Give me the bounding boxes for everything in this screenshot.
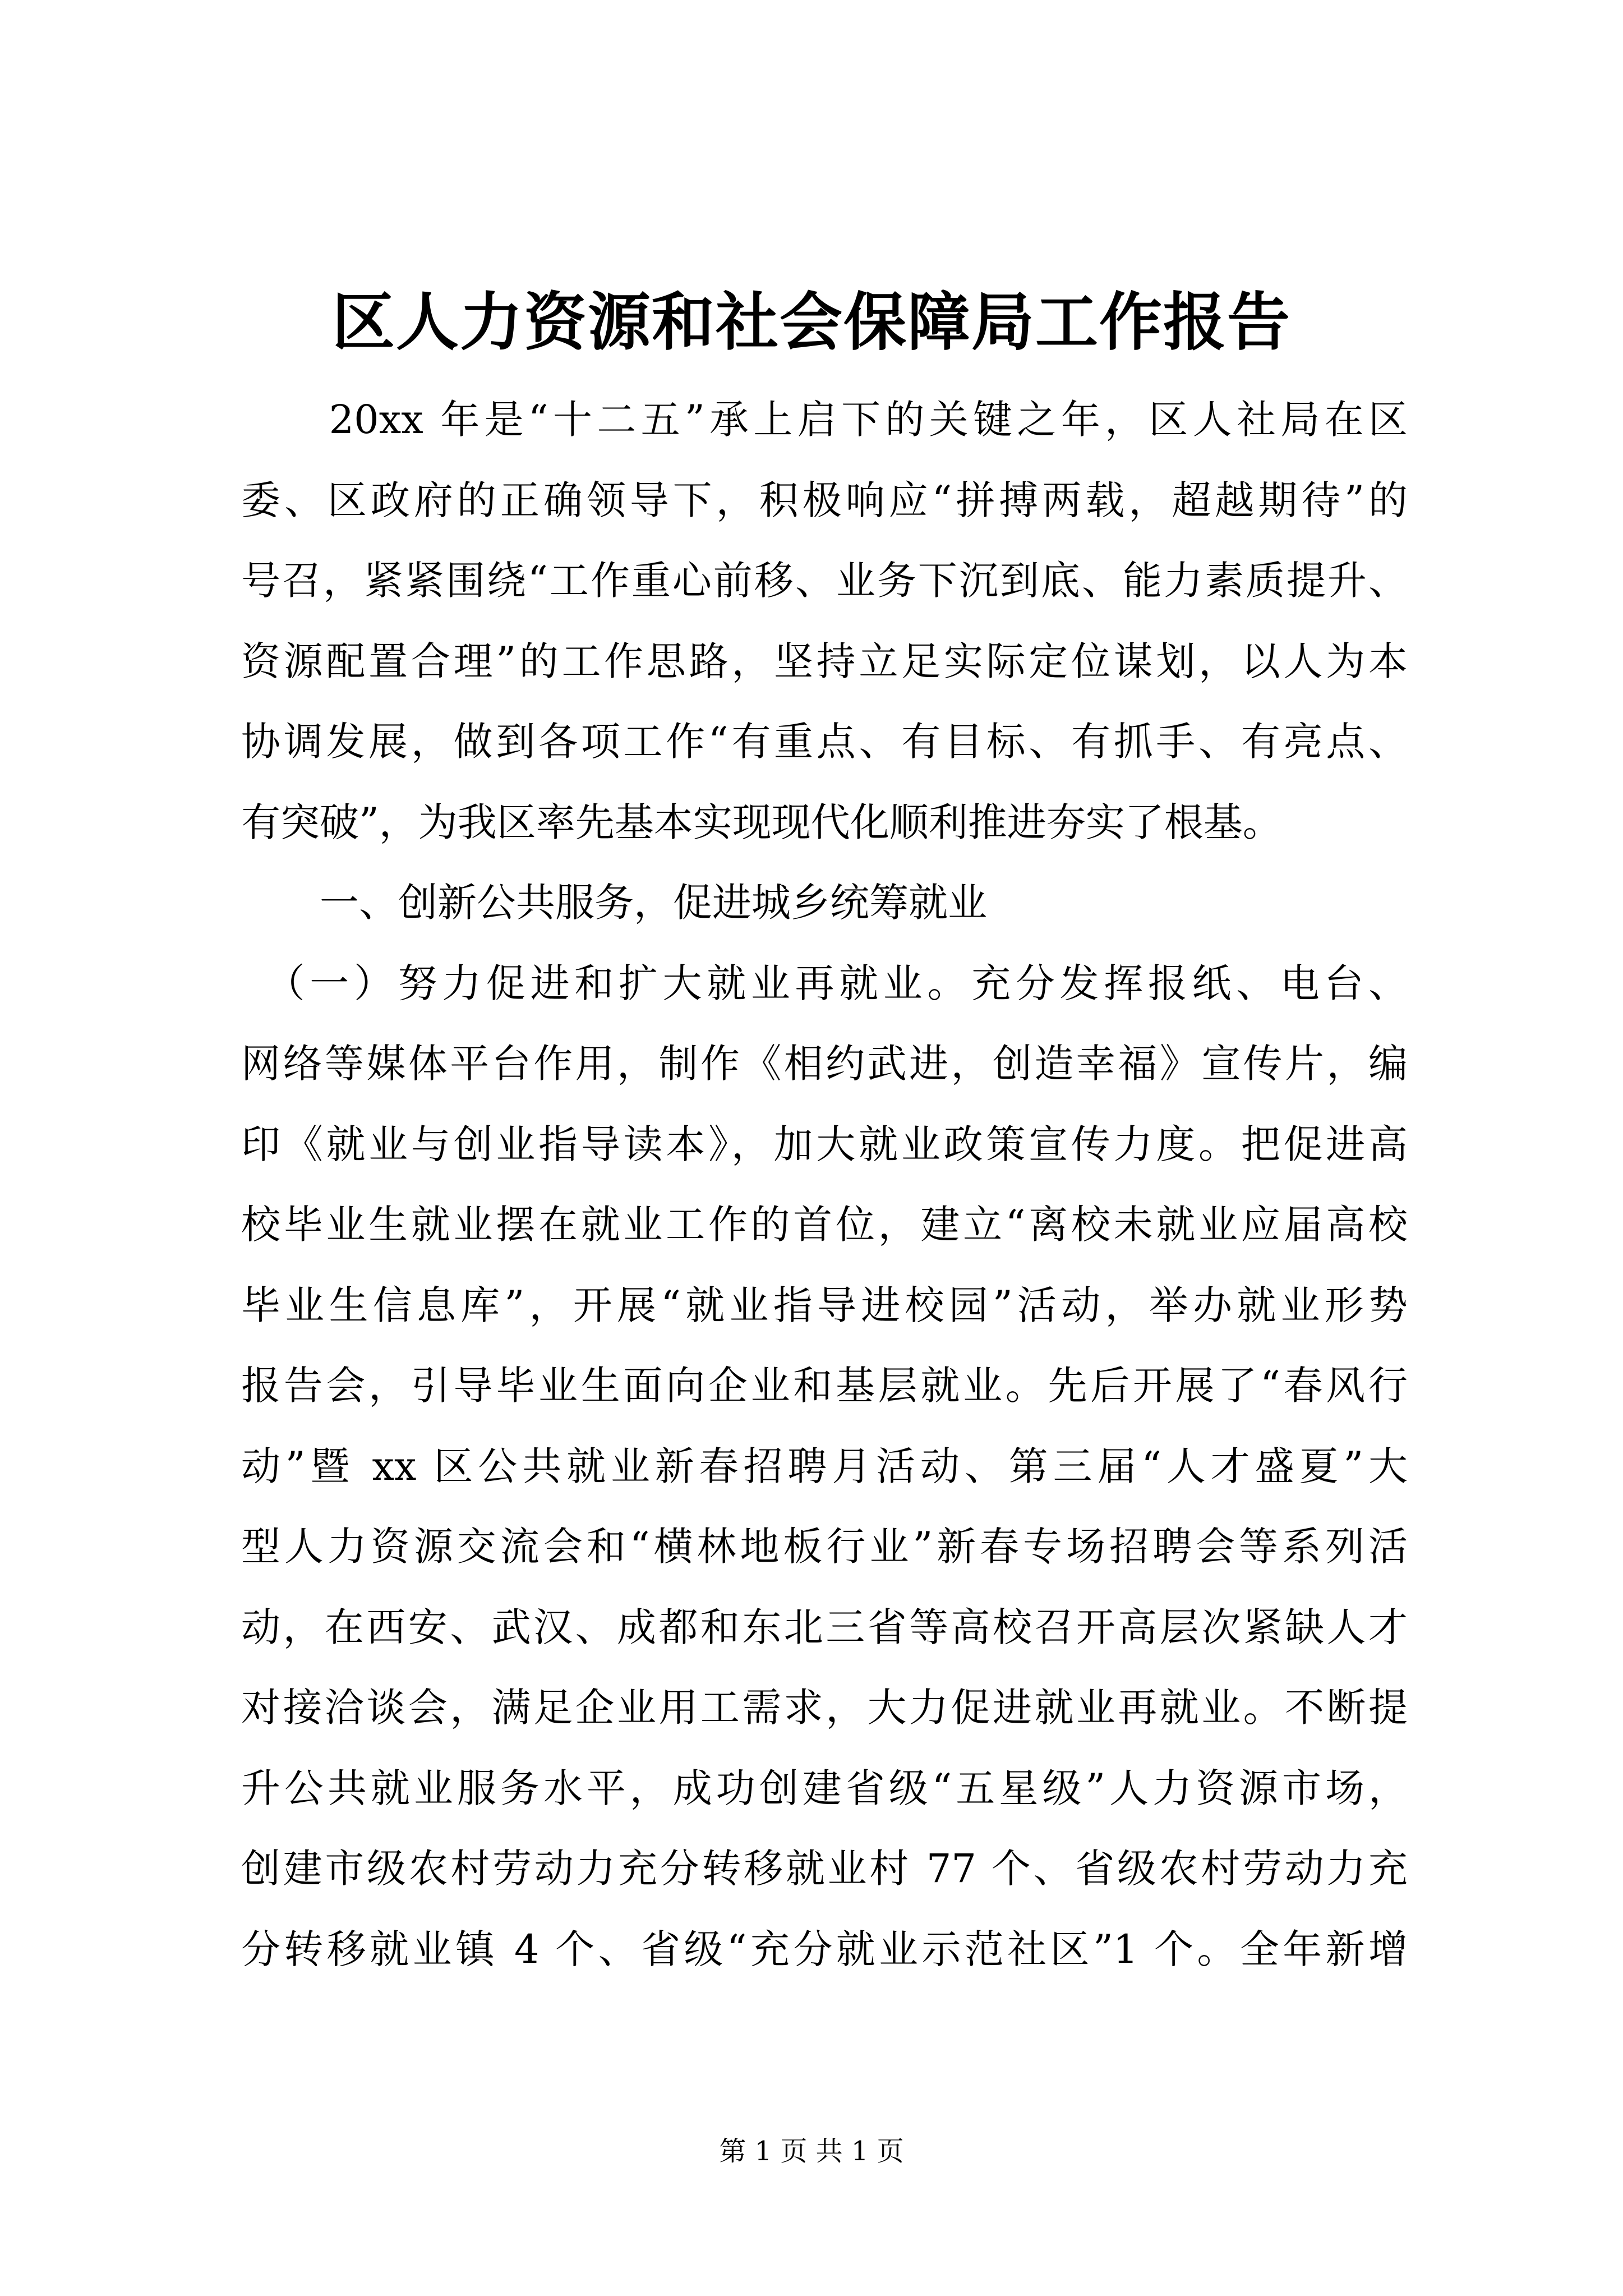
paragraph-line: 网络等媒体平台作用，制作《相约武进，创造幸福》宣传片，编 — [241, 1041, 1408, 1087]
paragraph-line: 有突破”，为我区率先基本实现现代化顺利推进夯实了根基。 — [241, 799, 1282, 845]
paragraph-line: 动”暨 xx 区公共就业新春招聘月活动、第三届“人才盛夏”大 — [241, 1443, 1408, 1489]
paragraph-line: 号召，紧紧围绕“工作重心前移、业务下沉到底、能力素质提升、 — [241, 558, 1408, 604]
paragraph-line: 分转移就业镇 4 个、省级“充分就业示范社区”1 个。全年新增 — [241, 1926, 1408, 1972]
paragraph-line: 升公共就业服务水平，成功创建省级“五星级”人力资源市场， — [241, 1765, 1408, 1811]
page-footer: 第 1 页 共 1 页 — [719, 2136, 904, 2167]
paragraph-line: 印《就业与创业指导读本》，加大就业政策宣传力度。把促进高 — [241, 1121, 1408, 1167]
paragraph-line: 报告会，引导毕业生面向企业和基层就业。先后开展了“春风行 — [241, 1363, 1408, 1409]
paragraph-line: （一）努力促进和扩大就业再就业。充分发挥报纸、电台、 — [241, 960, 1408, 1006]
paragraph-line: 协调发展，做到各项工作“有重点、有目标、有抓手、有亮点、 — [241, 719, 1408, 765]
paragraph-line: 对接洽谈会，满足企业用工需求，大力促进就业再就业。不断提 — [241, 1685, 1408, 1731]
page-title: 区人力资源和社会保障局工作报告 — [332, 286, 1291, 359]
paragraph-line: 20xx 年是“十二五”承上启下的关键之年，区人社局在区 — [241, 397, 1408, 443]
paragraph-line: 资源配置合理”的工作思路，坚持立足实际定位谋划，以人为本 — [241, 638, 1408, 684]
paragraph-line: 型人力资源交流会和“横林地板行业”新春专场招聘会等系列活 — [241, 1524, 1408, 1570]
paragraph-line: 委、区政府的正确领导下，积极响应“拼搏两载，超越期待”的 — [241, 477, 1408, 523]
paragraph-line: 毕业生信息库”，开展“就业指导进校园”活动，举办就业形势 — [241, 1282, 1408, 1328]
paragraph-line: 校毕业生就业摆在就业工作的首位，建立“离校未就业应届高校 — [241, 1202, 1408, 1248]
paragraph-line: 创建市级农村劳动力充分转移就业村 77 个、省级农村劳动力充 — [241, 1846, 1408, 1892]
section-heading: 一、创新公共服务，促进城乡统筹就业 — [241, 880, 987, 926]
paragraph-line: 动，在西安、武汉、成都和东北三省等高校召开高层次紧缺人才 — [241, 1604, 1408, 1650]
